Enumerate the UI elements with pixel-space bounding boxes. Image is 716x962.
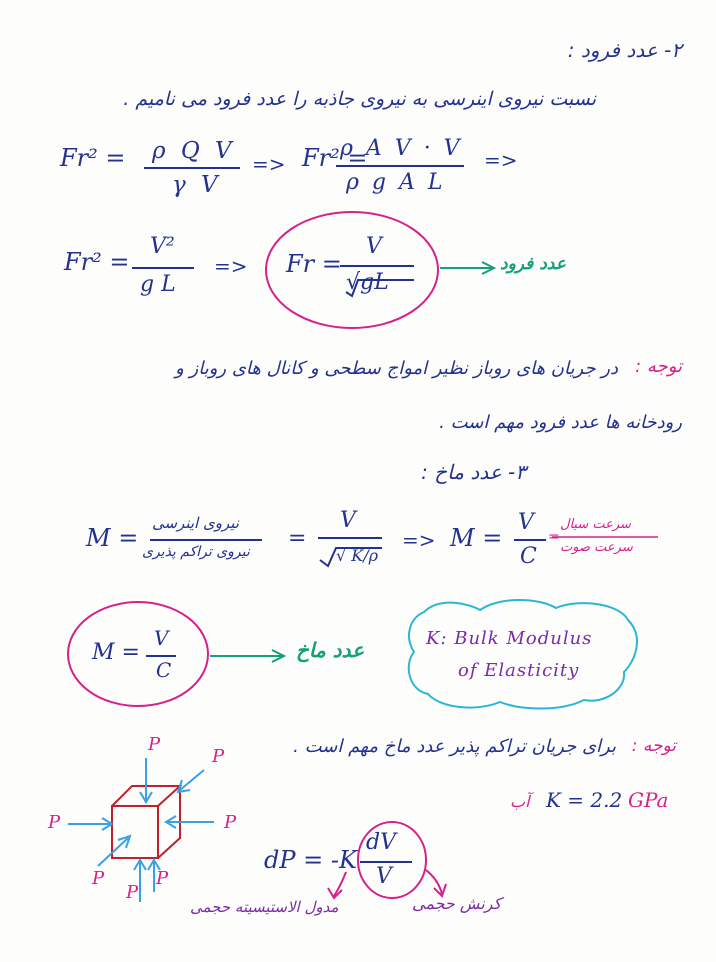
equation-lhs: Fr² = — [302, 144, 368, 172]
equation-lhs: Fr = — [286, 250, 342, 278]
equation-numerator: نیروی اینرسی — [152, 514, 239, 532]
equals-sign: = — [288, 526, 307, 551]
pressure-label: P — [224, 812, 237, 833]
equation-lhs: M = — [86, 524, 139, 552]
bulk-modulus-line-2: of Elasticity — [458, 660, 580, 681]
bulk-modulus-label: مدول الاستیسیته حجمی — [190, 898, 339, 916]
section-heading-froude: ۲- عدد فرود : — [567, 38, 682, 62]
note-label: توجه : — [631, 736, 676, 756]
water-label: آب — [510, 792, 530, 811]
sound-speed-label: سرعت صوت — [560, 540, 633, 555]
equation-lhs: Fr² = — [60, 144, 126, 172]
pressure-label: P — [92, 868, 105, 889]
cloud-outline — [409, 600, 637, 709]
implies-arrow: => — [252, 152, 286, 176]
equation-numerator: V — [518, 510, 534, 535]
equation-lhs: M = — [92, 640, 140, 665]
note-label: توجه : — [635, 356, 682, 377]
froude-number-label: عدد فرود — [500, 254, 566, 274]
equation-numerator: ρ Q V — [152, 138, 236, 164]
pressure-label: P — [212, 746, 225, 767]
cube-diagram — [68, 758, 214, 902]
implies-arrow: => — [484, 148, 518, 172]
equation-denominator: نیروی تراکم پذیری — [142, 544, 250, 560]
arrow-icon — [426, 870, 442, 894]
equation-numerator: V² — [150, 234, 175, 259]
equals-sign: = — [548, 529, 560, 545]
equation-numerator: V — [154, 626, 169, 650]
mach-note: برای جریان تراکم پذیر عدد ماخ مهم است . — [293, 736, 616, 757]
equation-denominator: V — [376, 864, 392, 889]
equation-numerator: V — [340, 508, 356, 533]
equation-denominator: √ K/ρ — [336, 546, 379, 565]
pressure-label: P — [156, 868, 169, 889]
equation-denominator: √gL — [346, 270, 389, 295]
implies-arrow: => — [402, 528, 436, 552]
equation-denominator: ρ g A L — [346, 170, 446, 195]
equation-numerator: V — [366, 234, 382, 259]
note-line-2: رودخانه ها عدد فرود مهم است . — [439, 412, 682, 433]
equation-lhs: Fr² = — [64, 248, 130, 276]
equation-numerator: dV — [366, 830, 396, 855]
water-k-unit: GPa — [628, 788, 669, 812]
equation-numerator: ρ A V · V — [340, 136, 463, 161]
volumetric-strain-label: کرنش حجمی — [412, 894, 502, 913]
mach-number-label: عدد ماخ — [296, 638, 365, 662]
implies-arrow: => — [214, 254, 248, 278]
pressure-label: P — [48, 812, 61, 833]
pressure-label: P — [148, 734, 161, 755]
water-k-value: K = 2.2 — [546, 788, 623, 812]
pressure-label: P — [126, 882, 139, 903]
equation-denominator: g L — [140, 272, 176, 297]
bulk-modulus-line-1: K: Bulk Modulus — [426, 628, 593, 649]
equation-denominator: C — [520, 544, 537, 569]
equation-denominator: C — [156, 658, 172, 682]
equation-denominator: γ V — [172, 172, 222, 198]
equation-lhs: M = — [450, 524, 503, 552]
bulk-equation-lhs: dP = -K — [264, 846, 357, 874]
froude-definition: نسبت نیروی اینرسی به نیروی جاذبه را عدد فرود می نامیم . — [123, 88, 596, 110]
fluid-velocity-label: سرعت سیال — [560, 517, 631, 532]
note-line-1: در جریان های روباز نظیر امواج سطحی و کانال های روباز و — [175, 358, 618, 379]
section-heading-mach: ۳- عدد ماخ : — [421, 460, 526, 484]
